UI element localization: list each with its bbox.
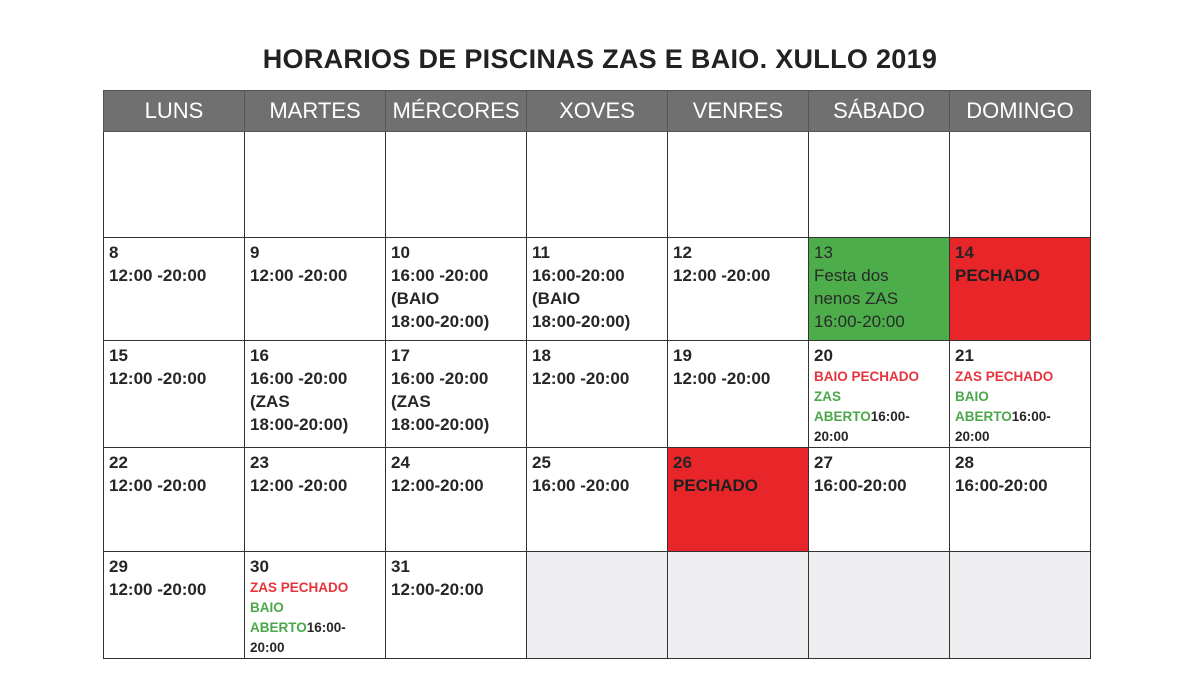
week-row [104,238,1091,341]
day-number: 9 [250,243,260,262]
day-cell [950,341,1091,448]
weekday-header-row [104,91,1091,132]
schedule-line: Festa dos [814,266,889,285]
schedule-line: (ZAS [250,392,290,411]
day-cell [245,448,386,552]
weekday-header: DOMINGO [950,91,1091,132]
day-number: 19 [673,346,692,365]
schedule-line: 12:00 -20:00 [673,369,771,388]
day-cell [809,552,950,659]
day-number: 12 [673,243,692,262]
page-title: HORARIOS DE PISCINAS ZAS E BAIO. XULLO 2019 [262,44,938,74]
day-number: 27 [814,453,833,472]
schedule-line: 12:00 -20:00 [109,476,207,495]
day-number: 10 [391,243,410,262]
schedule-line: 12:00 -20:00 [109,580,207,599]
schedule-line: 12:00 -20:00 [250,266,348,285]
day-cell [668,552,809,659]
day-number: 22 [109,453,128,472]
day-cell [668,448,809,552]
schedule-line: 16:00 -20:00 [391,369,489,388]
day-cell [527,552,668,659]
day-cell [809,132,950,238]
schedule-line: 12:00 -20:00 [109,266,207,285]
day-cell [809,238,950,341]
open-time-start: 16:00- [1011,409,1051,424]
schedule-line: 16:00-20:00 [532,266,625,285]
day-cell [245,341,386,448]
day-number: 24 [391,453,410,472]
day-cell [386,448,527,552]
day-number: 21 [955,346,974,365]
day-cell [386,132,527,238]
day-number: 17 [391,346,410,365]
day-cell [668,238,809,341]
schedule-line: 18:00-20:00) [250,415,349,434]
day-cell [527,132,668,238]
schedule-line: 18:00-20:00) [391,415,490,434]
day-number: 11 [532,243,550,262]
open-time-end: 20:00 [955,429,990,444]
weekday-header: VENRES [668,91,809,132]
open-pool-name: BAIO [955,389,989,404]
day-number: 13 [814,243,833,262]
day-cell [104,341,245,448]
schedule-line: 12:00 -20:00 [673,266,771,285]
schedule-line: (BAIO [532,289,581,308]
day-number: 23 [250,453,269,472]
day-number: 31 [391,557,410,576]
day-number: 8 [109,243,119,262]
day-number: 16 [250,346,269,365]
day-cell [386,341,527,448]
day-cell [104,448,245,552]
open-label: ABERTO [955,409,1012,424]
day-number: 15 [109,346,128,365]
day-cell [527,238,668,341]
schedule-line: nenos ZAS [814,289,899,308]
schedule-line: 12:00 -20:00 [532,369,630,388]
day-cell [245,552,386,659]
calendar-body [104,132,1091,659]
schedule-line: 16:00 -20:00 [532,476,630,495]
schedule-line: 12:00 -20:00 [109,369,207,388]
closed-label: PECHADO [955,266,1041,285]
closed-label: PECHADO [673,476,759,495]
weekday-header: XOVES [527,91,668,132]
schedule-line: 12:00 -20:00 [250,476,348,495]
day-cell [950,448,1091,552]
calendar-table [103,90,1091,659]
day-cell [527,341,668,448]
open-time-start: 16:00- [306,620,346,635]
open-time-start: 16:00- [870,409,910,424]
day-cell [809,448,950,552]
week-row [104,448,1091,552]
day-number: 29 [109,557,128,576]
day-number: 26 [673,453,692,472]
day-cell [950,132,1091,238]
schedule-line: 18:00-20:00) [391,312,490,331]
day-cell [527,448,668,552]
day-number: 20 [814,346,833,365]
day-cell [950,238,1091,341]
week-row [104,552,1091,659]
schedule-line: 12:00-20:00 [391,476,484,495]
day-number: 14 [955,243,974,262]
closed-pool-label: ZAS PECHADO [250,580,349,595]
day-number: 25 [532,453,551,472]
schedule-line: 16:00-20:00 [955,476,1048,495]
day-number: 28 [955,453,974,472]
schedule-line: 16:00-20:00 [814,312,905,331]
day-cell [104,552,245,659]
weekday-header: SÁBADO [809,91,950,132]
day-cell [386,238,527,341]
day-number: 30 [250,557,269,576]
schedule-line: 12:00-20:00 [391,580,484,599]
weekday-header: MÉRCORES [386,91,527,132]
closed-pool-label: ZAS PECHADO [955,369,1054,384]
day-cell [668,341,809,448]
day-cell [245,132,386,238]
week-row [104,341,1091,448]
open-label: ABERTO [814,409,871,424]
schedule-line: (BAIO [391,289,440,308]
open-pool-name: BAIO [250,600,284,615]
schedule-line: 16:00 -20:00 [391,266,489,285]
week-row [104,132,1091,238]
day-cell [809,341,950,448]
day-cell [104,238,245,341]
day-cell [386,552,527,659]
schedule-line: 16:00-20:00 [814,476,907,495]
schedule-line: (ZAS [391,392,431,411]
schedule-line: 18:00-20:00) [532,312,631,331]
day-cell [104,132,245,238]
closed-pool-label: BAIO PECHADO [814,369,920,384]
open-pool-name: ZAS [814,389,841,404]
day-cell [668,132,809,238]
open-time-end: 20:00 [814,429,849,444]
day-number: 18 [532,346,551,365]
schedule-line: 16:00 -20:00 [250,369,348,388]
open-time-end: 20:00 [250,640,285,655]
weekday-header: LUNS [104,91,245,132]
weekday-header: MARTES [245,91,386,132]
day-cell [245,238,386,341]
open-label: ABERTO [250,620,307,635]
day-cell [950,552,1091,659]
